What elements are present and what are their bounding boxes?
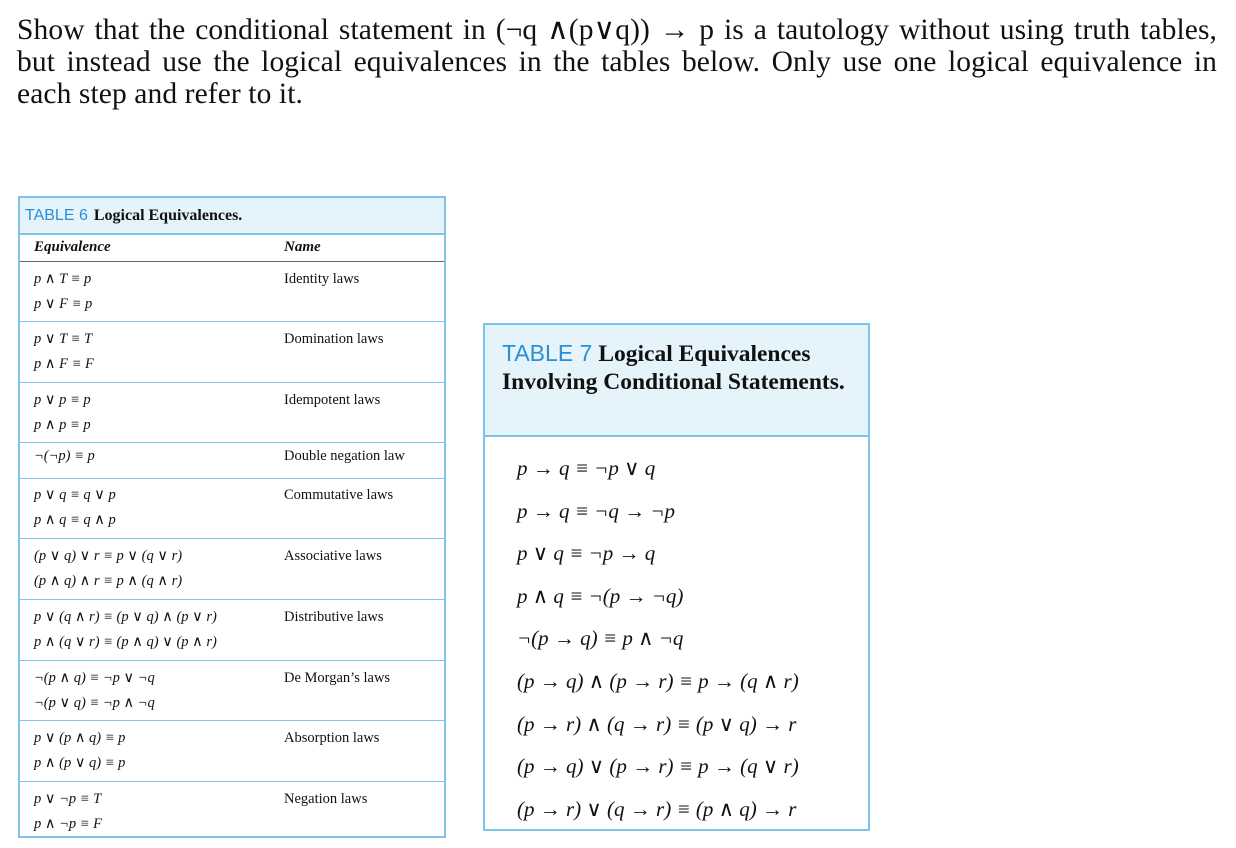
conditional-equivalence: ¬(p → q) ≡ p ∧ ¬q	[517, 626, 684, 651]
equivalence-cell	[34, 267, 92, 317]
law-name: Distributive laws	[284, 609, 384, 625]
equivalence-formula: p ∧ T ≡ p	[34, 271, 92, 287]
equivalence-cell	[34, 605, 217, 655]
equivalence-formula: p ∨ F ≡ p	[34, 296, 93, 312]
equivalence-formula: p ∨ (p ∧ q) ≡ p	[34, 730, 126, 746]
table-row	[20, 322, 444, 383]
equivalence-formula: p ∨ T ≡ T	[34, 331, 93, 347]
conditional-equivalence: (p → r) ∧ (q → r) ≡ (p ∨ q) → r	[517, 711, 797, 736]
table-6-body	[20, 262, 444, 844]
equivalence-cell	[34, 726, 125, 776]
law-name: Identity laws	[284, 271, 360, 287]
equivalence-formula: p ∧ q ≡ q ∧ p	[34, 512, 116, 528]
equivalence-formula: ¬(¬p) ≡ p	[34, 448, 95, 464]
equivalence-formula: (p ∨ q) ∨ r ≡ p ∨ (q ∨ r)	[34, 548, 183, 564]
law-name: De Morgan’s laws	[284, 670, 391, 686]
table-7-body	[517, 447, 799, 830]
equivalence-formula: ¬(p ∨ q) ≡ ¬p ∧ ¬q	[34, 695, 155, 711]
conditional-equivalence: (p → q) ∨ (p → r) ≡ p → (q ∨ r)	[517, 754, 799, 779]
equivalence-formula: p ∨ q ≡ q ∨ p	[34, 487, 116, 503]
table-6-number: TABLE 6	[25, 206, 88, 224]
table-row	[20, 721, 444, 782]
table-6-header	[20, 198, 444, 235]
table-row	[20, 661, 444, 721]
table-6-title: Logical Equivalences.	[93, 206, 243, 224]
equivalence-cell	[34, 544, 182, 594]
equivalence-formula: p ∧ (p ∨ q) ≡ p	[34, 755, 126, 771]
table-7	[483, 323, 870, 831]
equivalence-formula: ¬(p ∧ q) ≡ ¬p ∨ ¬q	[34, 670, 155, 686]
equivalence-cell	[34, 327, 94, 377]
equivalence-formula: p ∧ F ≡ F	[34, 356, 94, 372]
table-7-header	[485, 325, 868, 437]
conditional-equivalence: (p → r) ∨ (q → r) ≡ (p ∧ q) → r	[517, 796, 797, 821]
conditional-equivalence: p ∧ q ≡ ¬(p → ¬q)	[517, 583, 684, 608]
table-7-number: TABLE 7	[502, 340, 593, 366]
table-row	[20, 383, 444, 443]
equivalence-cell	[34, 666, 155, 716]
equivalence-cell	[34, 388, 91, 438]
equivalence-formula: p ∧ p ≡ p	[34, 417, 91, 433]
table-row	[20, 479, 444, 539]
conditional-equivalence: p → q ≡ ¬q → ¬p	[517, 498, 676, 523]
equivalence-formula: p ∧ (q ∨ r) ≡ (p ∧ q) ∨ (p ∧ r)	[34, 634, 217, 650]
conditional-equivalence: (p → q) ∧ (p → r) ≡ p → (q ∧ r)	[517, 668, 799, 693]
conditional-equivalence: p → q ≡ ¬p ∨ q	[517, 456, 656, 480]
table-row	[20, 782, 444, 844]
law-name: Absorption laws	[284, 730, 380, 746]
table-6-column-headers	[20, 235, 444, 262]
law-name: Idempotent laws	[284, 392, 381, 408]
table-row	[20, 600, 444, 661]
equivalence-formula: p ∨ (q ∧ r) ≡ (p ∨ q) ∧ (p ∨ r)	[34, 609, 217, 625]
equivalence-formula: p ∧ ¬p ≡ F	[34, 816, 103, 832]
law-name: Associative laws	[284, 548, 382, 564]
conditional-equivalence: p ∨ q ≡ ¬p → q	[517, 541, 656, 566]
question-text: Show that the conditional statement in (¬q ∧(p∨q)) → p is a tautology without using truth tables, but instead use the logical equivalences in the tables below. Only use one logical equivalence in each step and refer to it.	[17, 14, 1217, 110]
law-name: Commutative laws	[284, 487, 394, 503]
column-equivalence: Equivalence	[34, 239, 111, 255]
law-name: Domination laws	[284, 331, 384, 347]
table-6	[18, 196, 446, 838]
equivalence-formula: p ∨ ¬p ≡ T	[34, 791, 102, 807]
law-name: Negation laws	[284, 791, 368, 807]
table-7-title: Logical Equivalences Involving Conditional Statements.	[502, 341, 845, 395]
table-row	[20, 262, 444, 322]
law-name: Double negation law	[284, 448, 405, 464]
equivalence-formula: (p ∧ q) ∧ r ≡ p ∧ (q ∧ r)	[34, 573, 183, 589]
equivalence-cell	[34, 444, 95, 469]
table-row	[20, 539, 444, 600]
equivalence-cell	[34, 787, 102, 837]
equivalence-formula: p ∨ p ≡ p	[34, 392, 91, 408]
equivalence-cell	[34, 483, 116, 533]
table-row	[20, 443, 444, 479]
column-name: Name	[284, 239, 321, 255]
